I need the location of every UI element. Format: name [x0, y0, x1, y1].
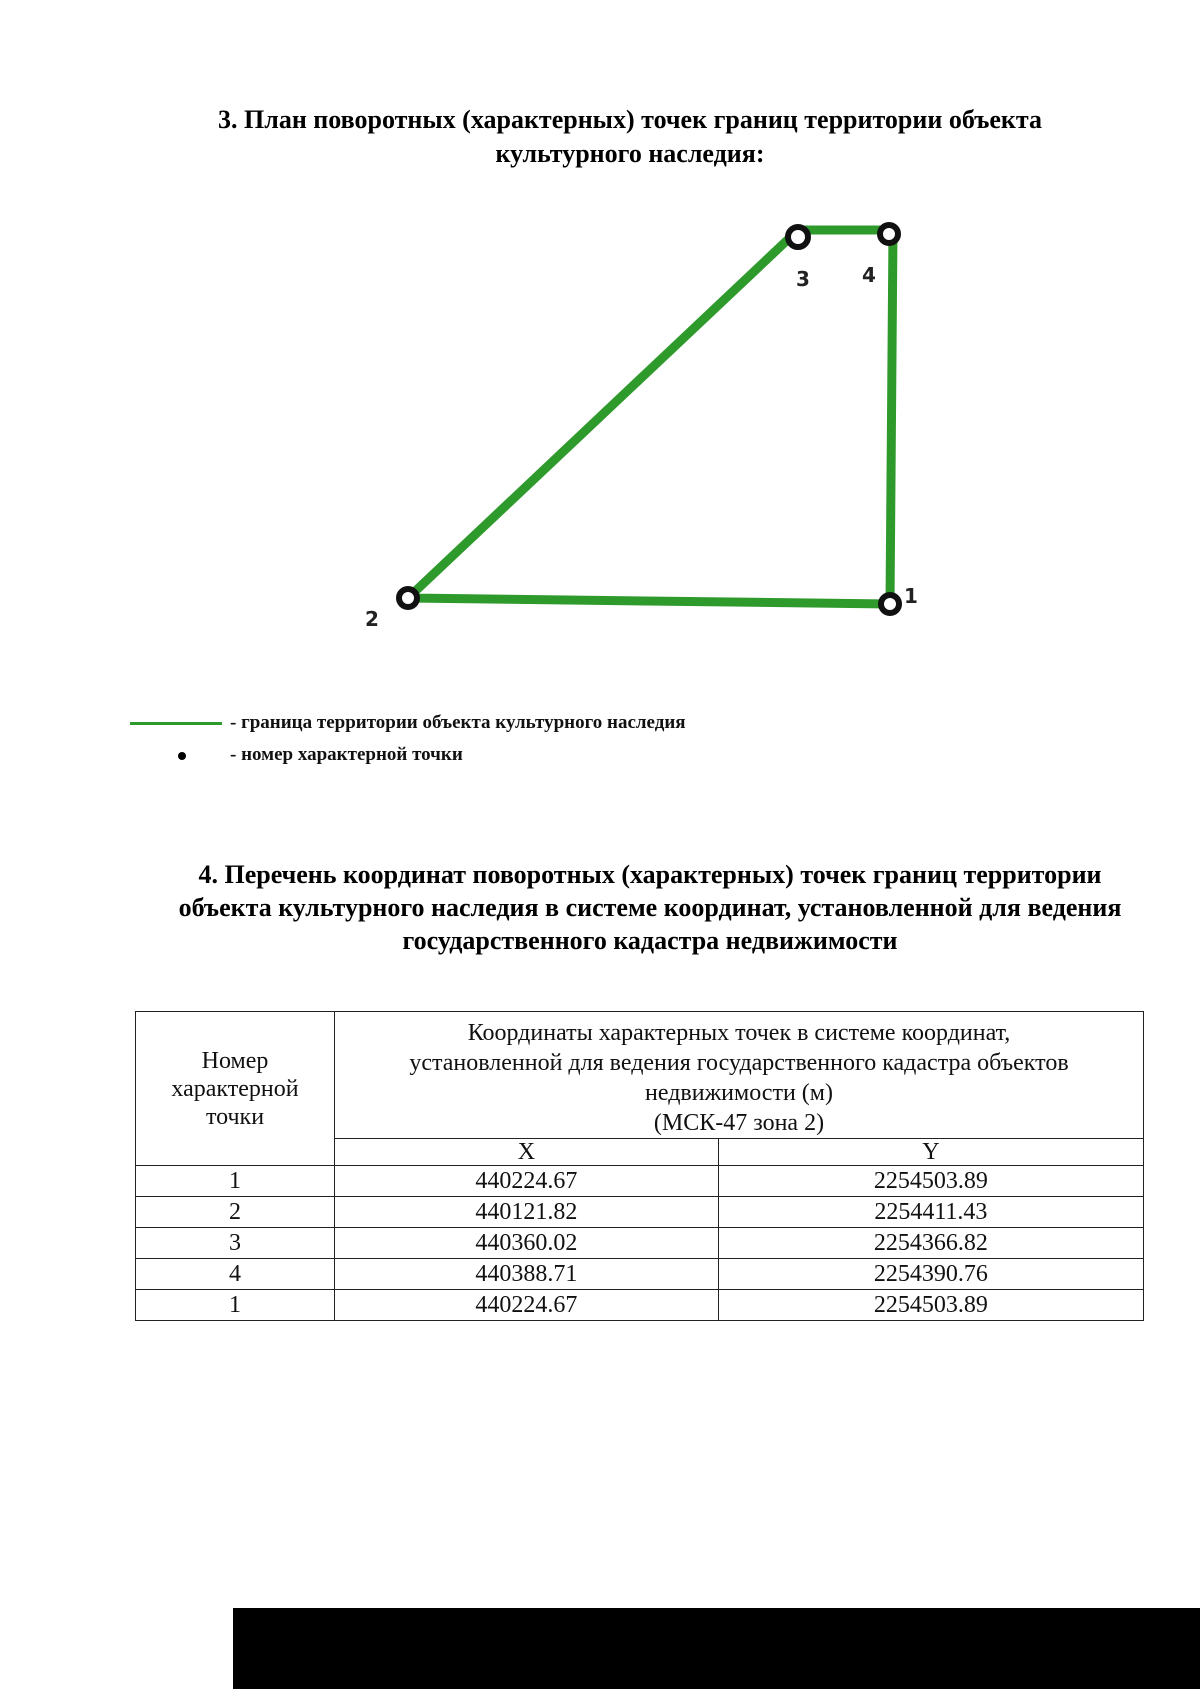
table-header-row — [136, 1012, 1144, 1139]
coordinates-table — [135, 1011, 1144, 1321]
point-marker-1 — [881, 595, 899, 613]
header-coordinates-line-4: (МСК-47 зона 2) — [653, 1110, 825, 1136]
header-coordinates-line-1: Координаты характерных точек в системе координат, — [467, 1020, 1011, 1046]
point-marker-2 — [399, 589, 417, 607]
header-y: Y — [718, 1139, 1143, 1166]
legend-point-dot — [178, 752, 186, 760]
cell-x: 440224.67 — [335, 1166, 719, 1197]
header-point-number-line-1: Номер — [201, 1047, 269, 1074]
legend-boundary-text: - граница территории объекта культурного наследия — [230, 712, 686, 733]
cell-x: 440388.71 — [335, 1259, 719, 1290]
boundary-plan — [0, 0, 1200, 700]
point-label-1: 1 — [904, 584, 918, 608]
point-marker-4 — [880, 225, 898, 243]
legend-point — [130, 744, 930, 770]
point-label-2: 2 — [365, 607, 379, 631]
table-row — [136, 1290, 1144, 1321]
point-label-3: 3 — [796, 267, 810, 291]
header-coordinates-line-2: установленной для ведения государственного кадастра объектов — [409, 1050, 1069, 1076]
table-row — [136, 1259, 1144, 1290]
cell-y: 2254503.89 — [718, 1166, 1143, 1197]
header-x: X — [335, 1139, 719, 1166]
legend-boundary — [130, 712, 930, 738]
header-point-number-line-3: точки — [205, 1103, 265, 1130]
cell-y: 2254411.43 — [718, 1197, 1143, 1228]
cell-y: 2254366.82 — [718, 1228, 1143, 1259]
header-coordinates — [335, 1012, 1144, 1139]
header-point-number — [136, 1012, 335, 1166]
section-4-title — [120, 858, 1180, 957]
cell-point: 1 — [136, 1166, 335, 1197]
cell-x: 440360.02 — [335, 1228, 719, 1259]
cell-point: 3 — [136, 1228, 335, 1259]
cell-point: 2 — [136, 1197, 335, 1228]
cell-point: 4 — [136, 1259, 335, 1290]
cell-point: 1 — [136, 1290, 335, 1321]
cell-y: 2254390.76 — [718, 1259, 1143, 1290]
table-row — [136, 1197, 1144, 1228]
section-4-title-line-1: 4. Перечень координат поворотных (характерных) точек границ территории — [198, 860, 1102, 889]
header-coordinates-line-3: недвижимости (м) — [645, 1080, 833, 1106]
table-row — [136, 1228, 1144, 1259]
point-marker-3 — [788, 227, 808, 247]
table-row — [136, 1166, 1144, 1197]
legend-boundary-line — [130, 722, 222, 725]
scan-margin-bar — [233, 1608, 1200, 1689]
cell-y: 2254503.89 — [718, 1290, 1143, 1321]
cell-x: 440121.82 — [335, 1197, 719, 1228]
section-3-title-line-2: культурного наследия: — [495, 139, 765, 168]
header-point-number-line-2: характерной — [171, 1075, 299, 1102]
section-3-title-line-1: 3. План поворотных (характерных) точек границ территории объекта — [218, 105, 1042, 134]
section-4-title-line-3: государственного кадастра недвижимости — [402, 926, 898, 955]
point-label-4: 4 — [862, 263, 876, 287]
boundary-polygon — [408, 230, 893, 604]
legend-point-text: - номер характерной точки — [230, 744, 463, 765]
cell-x: 440224.67 — [335, 1290, 719, 1321]
section-4-title-line-2: объекта культурного наследия в системе координат, установленной для ведения — [178, 893, 1122, 922]
